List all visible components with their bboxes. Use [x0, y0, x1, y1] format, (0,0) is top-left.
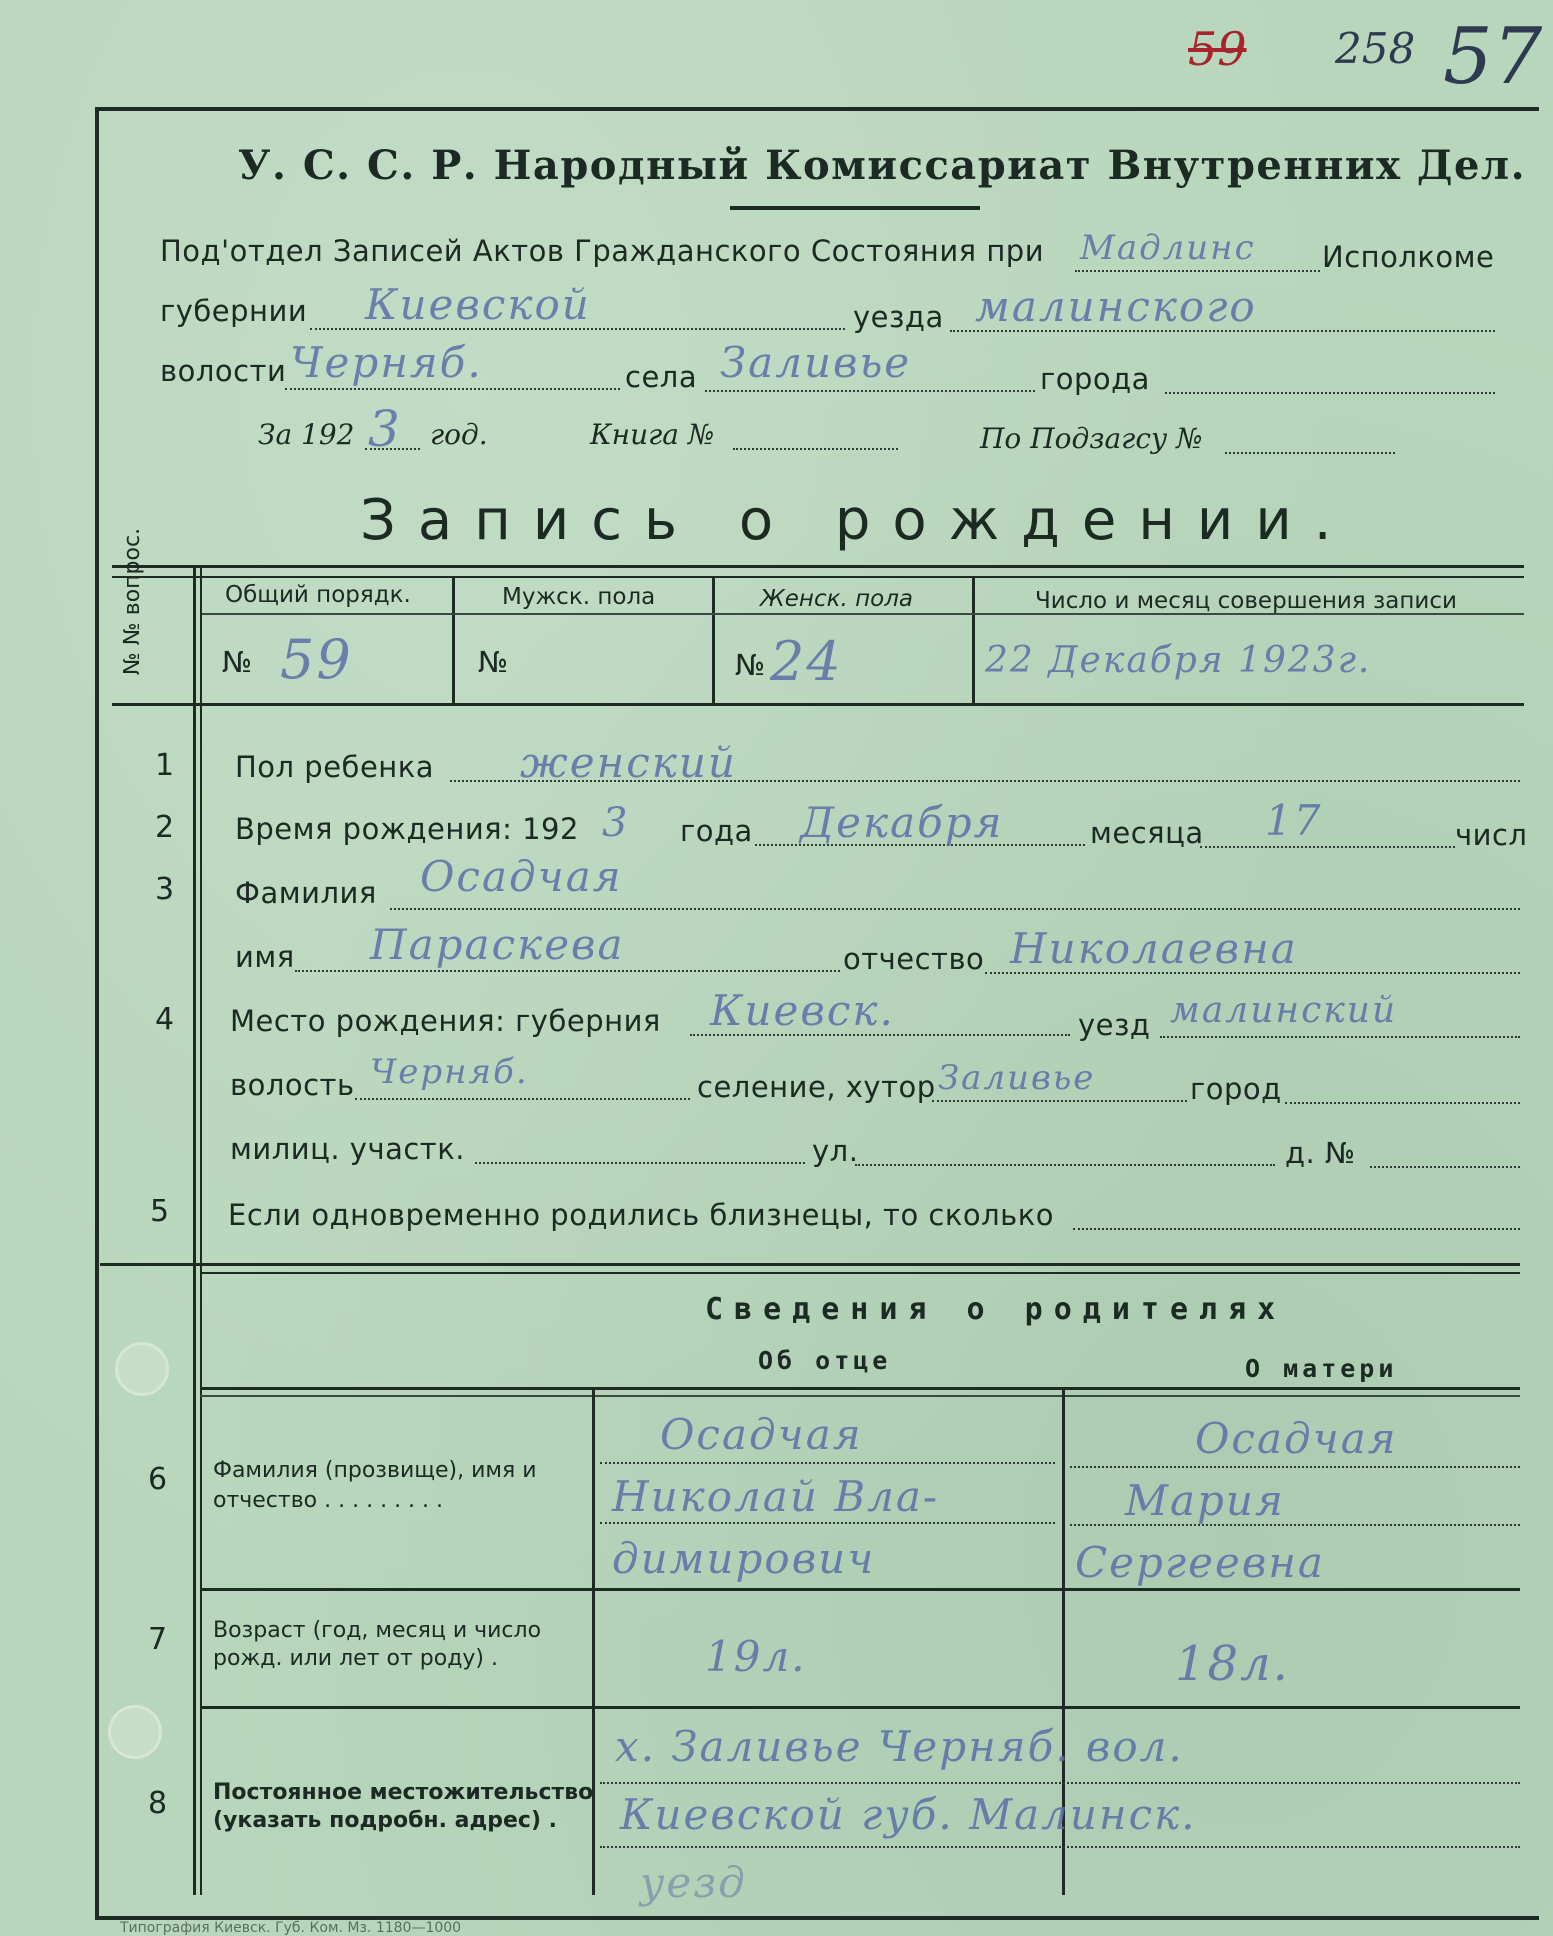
- volost-value-2: Черняб.: [370, 1052, 529, 1092]
- selo-value: Заливье: [720, 338, 912, 387]
- col4-value: 22 Декабря 1923г.: [985, 640, 1372, 681]
- q2-day-line: [1200, 846, 1455, 848]
- selenie-line: [932, 1100, 1187, 1102]
- address-1: х. Заливье Черняб. вол.: [615, 1722, 1184, 1771]
- father-name-line-2: [600, 1522, 1055, 1524]
- gorod-line: [1165, 392, 1495, 394]
- question-num-divider-2: [200, 565, 202, 1895]
- q1-label: Пол ребенка: [235, 750, 435, 784]
- col3-num: №: [735, 648, 766, 682]
- father-name-2: Николай Вла-: [612, 1472, 940, 1521]
- mother-name-line-1: [1070, 1466, 1520, 1468]
- q3-label: Фамилия: [235, 876, 377, 910]
- mother-name-3: Сергеевна: [1075, 1538, 1325, 1587]
- col2-num: №: [478, 645, 509, 679]
- row8-num: 8: [148, 1786, 168, 1821]
- q3-num: 3: [155, 872, 175, 907]
- parents-top-border-2: [200, 1272, 1520, 1274]
- q1-value: женский: [520, 738, 737, 787]
- gorod-line-2: [1285, 1102, 1520, 1104]
- row8-label-1: Постоянное местожительство: [213, 1780, 594, 1805]
- year-line: [365, 448, 420, 450]
- title-underline: [730, 206, 980, 210]
- col-divider-1: [452, 578, 455, 703]
- subdept-line: [1075, 270, 1320, 272]
- volost-line: [285, 388, 620, 390]
- table-top-border-2: [112, 576, 1524, 578]
- col-divider-2: [712, 578, 715, 703]
- mother-name-2: Мария: [1125, 1476, 1285, 1525]
- q4-label: Место рождения: губерния: [230, 1004, 661, 1038]
- father-age: 19л.: [705, 1632, 807, 1681]
- imya-value: Параскева: [370, 920, 625, 969]
- archive-number: 258: [1335, 24, 1416, 73]
- row7-bottom: [200, 1706, 1520, 1709]
- q2-mesyaca: месяца: [1090, 816, 1204, 850]
- record-title: Запись о рождении.: [360, 488, 1354, 553]
- address-3: уезд: [640, 1858, 747, 1907]
- father-name-1: Осадчая: [660, 1410, 863, 1459]
- milic-label: милиц. участк.: [230, 1132, 465, 1166]
- row6-label-2: отчество . . . . . . . . .: [213, 1488, 444, 1513]
- gubernia-value: Киевской: [365, 280, 591, 329]
- selo-line: [705, 390, 1035, 392]
- otch-value: Николаевна: [1010, 924, 1298, 973]
- address-line-2: [600, 1846, 1520, 1848]
- year-prefix: За 192: [258, 418, 355, 451]
- volost-label-2: волость: [230, 1068, 355, 1102]
- table-top-border: [112, 565, 1524, 568]
- question-num-divider: [193, 565, 196, 1895]
- q4-uezd-value: малинский: [1170, 990, 1398, 1031]
- q2-day: 17: [1265, 796, 1323, 845]
- punch-hole-bottom: [108, 1705, 162, 1759]
- col2-header: Мужск. пола: [502, 584, 656, 610]
- gorod-label-2: город: [1190, 1072, 1282, 1106]
- punch-hole-top: [115, 1342, 169, 1396]
- ul-line: [855, 1164, 1275, 1166]
- volost-label: волости: [160, 354, 287, 388]
- row6-bottom: [200, 1588, 1520, 1591]
- col3-header: Женск. пола: [760, 586, 914, 612]
- col4-header: Число и месяц совершения записи: [1035, 588, 1457, 614]
- subdept-value: Мадлинс: [1080, 228, 1256, 268]
- uezd-label: уезда: [853, 300, 944, 334]
- q4-num: 4: [155, 1002, 175, 1037]
- podzags-line: [1225, 452, 1395, 454]
- row7-num: 7: [148, 1622, 168, 1657]
- q2-chisla: числ: [1455, 818, 1528, 852]
- q5-label: Если одновременно родились близнецы, то сколько: [228, 1198, 1054, 1232]
- q4-uezd: уезд: [1078, 1008, 1151, 1042]
- sheet-number: 57: [1443, 12, 1543, 102]
- selo-label: села: [625, 360, 698, 394]
- parents-header-line-2: [200, 1395, 1520, 1397]
- gubernia-label: губернии: [160, 294, 308, 328]
- subdept-label: Под'отдел Записей Актов Гражданского Состояния при: [160, 234, 1045, 268]
- father-name-3: димирович: [612, 1534, 876, 1583]
- parents-header-line: [200, 1387, 1520, 1390]
- father-name-line-1: [600, 1462, 1055, 1464]
- uezd-value: малинского: [975, 282, 1257, 331]
- col1-num: №: [222, 645, 253, 679]
- imya-line: [295, 970, 840, 972]
- row7-label-1: Возраст (год, месяц и число: [213, 1618, 542, 1643]
- gorod-label: города: [1040, 362, 1150, 396]
- q2-year: 3: [602, 800, 630, 846]
- row8-label-2: (указать подробн. адрес) .: [213, 1808, 558, 1833]
- q3-line: [390, 908, 1520, 910]
- old-number: 59: [1188, 22, 1247, 76]
- q5-line: [1073, 1228, 1520, 1230]
- row6-label-1: Фамилия (прозвище), имя и: [213, 1458, 537, 1483]
- book-label: Книга №: [590, 418, 715, 451]
- vopros-label: № № вопрос.: [120, 527, 145, 675]
- col-divider-3: [972, 578, 975, 703]
- father-header: Об отце: [758, 1346, 892, 1375]
- mother-name-1: Осадчая: [1195, 1414, 1398, 1463]
- footer-print: Типография Киевск. Губ. Ком. Мз. 1180—1000: [120, 1920, 462, 1936]
- ul-label: ул.: [812, 1134, 859, 1168]
- parents-title: Сведения о родителях: [705, 1292, 1287, 1327]
- imya-label: имя: [235, 940, 295, 974]
- otch-label: отчество: [843, 942, 985, 976]
- table-mid-border: [112, 703, 1524, 706]
- col1-header: Общий порядк.: [225, 582, 411, 608]
- ispolkom-label: Исполкоме: [1322, 240, 1495, 274]
- q1-num: 1: [155, 748, 175, 783]
- volost-line-2: [355, 1098, 690, 1100]
- col3-value: 24: [770, 630, 843, 693]
- dom-label: д. №: [1285, 1136, 1356, 1170]
- q2-god: года: [680, 814, 753, 848]
- row6-num: 6: [148, 1462, 168, 1497]
- volost-value: Черняб.: [290, 338, 483, 387]
- year-digit: 3: [368, 400, 402, 458]
- dom-line: [1370, 1166, 1520, 1168]
- q3-value: Осадчая: [420, 852, 623, 901]
- milic-line: [475, 1162, 805, 1164]
- q5-num: 5: [150, 1194, 170, 1229]
- q4-gub-value: Киевск.: [710, 986, 895, 1035]
- q4-uezd-line: [1160, 1036, 1520, 1038]
- parents-divider-1: [592, 1387, 595, 1895]
- mother-age: 18л.: [1175, 1636, 1290, 1692]
- col1-value: 59: [280, 628, 353, 691]
- q2-num: 2: [155, 810, 175, 845]
- selenie-label: селение, хутор: [697, 1070, 936, 1104]
- row7-label-2: рожд. или лет от роду) .: [213, 1646, 498, 1671]
- address-2: Киевской губ. Малинск.: [620, 1790, 1197, 1839]
- book-line: [733, 448, 898, 450]
- mother-header: О матери: [1245, 1354, 1398, 1383]
- year-suffix: год.: [430, 418, 488, 451]
- address-line-1: [600, 1782, 1520, 1784]
- q2-label: Время рождения: 192: [235, 812, 579, 846]
- podzags-label: По Подзагсу №: [980, 422, 1203, 455]
- selenie-value: Заливье: [938, 1058, 1096, 1098]
- parents-top-border: [100, 1263, 1520, 1266]
- q2-month: Декабря: [800, 798, 1004, 847]
- page-title: У. С. С. Р. Народный Комиссариат Внутренних Дел.: [238, 142, 1527, 189]
